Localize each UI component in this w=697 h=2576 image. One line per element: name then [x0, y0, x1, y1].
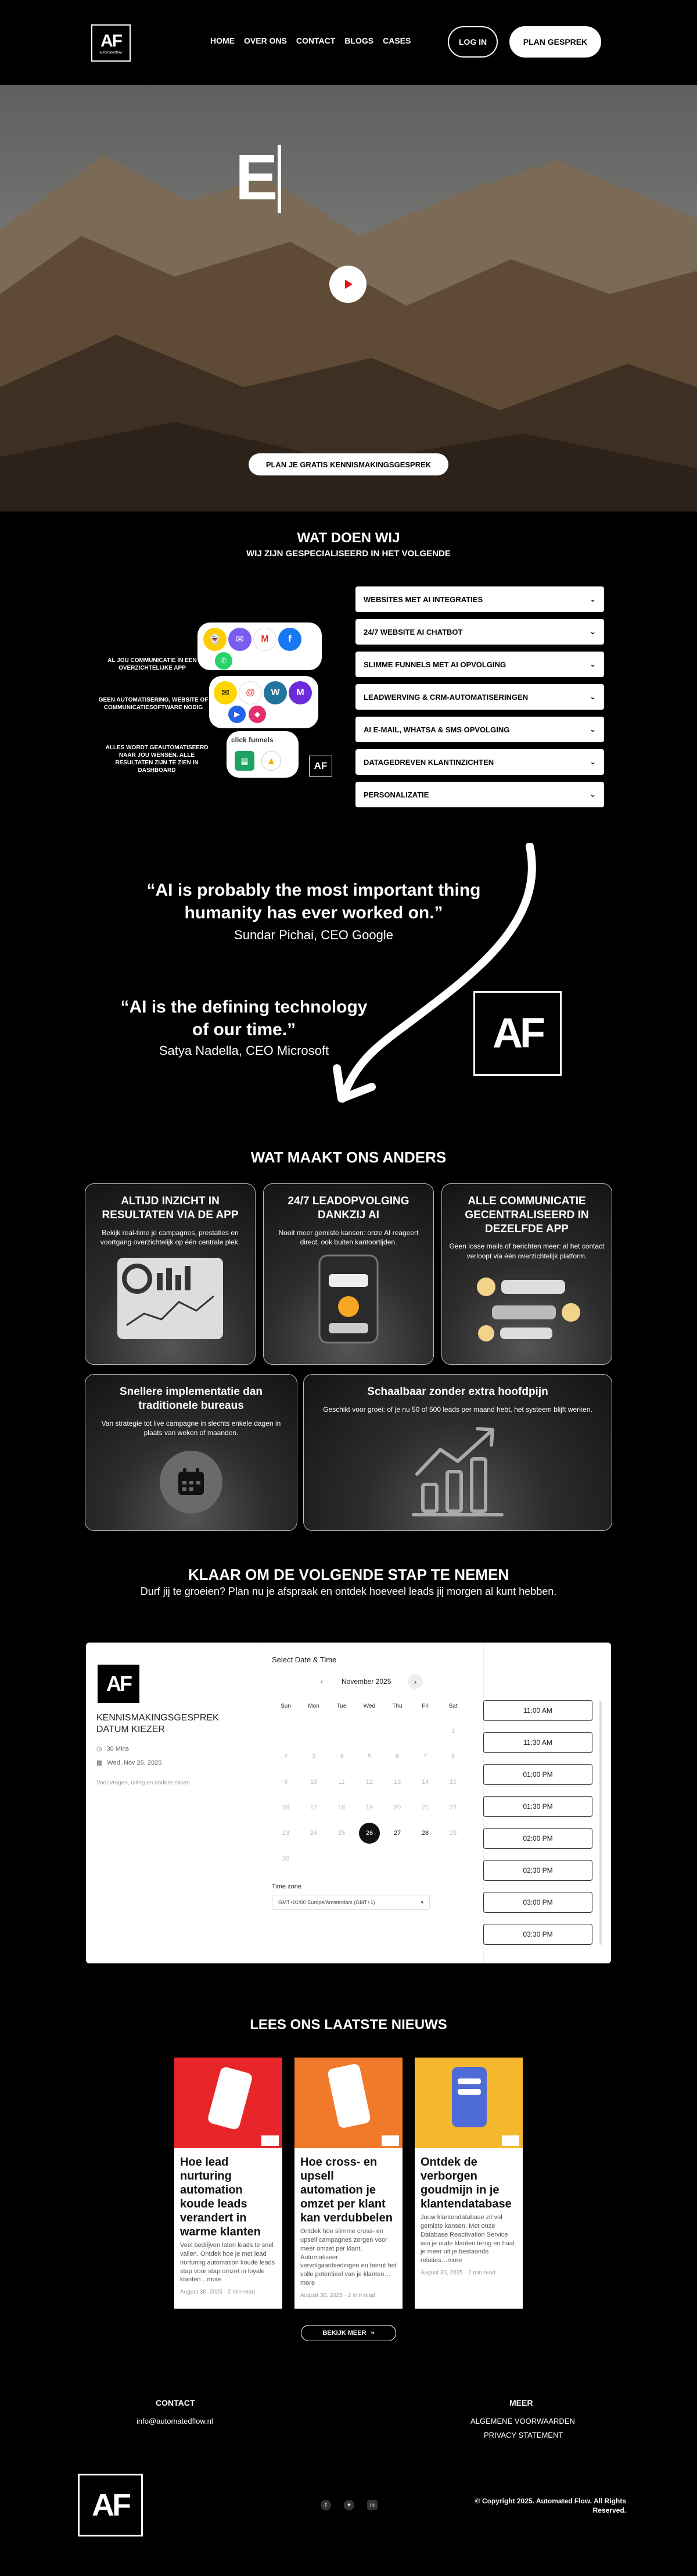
facebook-icon: f [278, 628, 301, 651]
timezone-label: Time zone [272, 1883, 301, 1890]
feature-desc: Nooit meer gemiste kansen: onze AI reageert direct, ook buiten kantoortijden. [278, 1228, 419, 1247]
service-label: SLIMME FUNNELS MET AI OPVOLGING [364, 660, 506, 669]
calendar-empty-day [328, 1720, 355, 1741]
nav-over-ons[interactable]: OVER ONS [244, 36, 287, 45]
news-card[interactable] [294, 2058, 403, 2309]
calendar-day[interactable]: 12 [365, 1779, 373, 1786]
growth-chart-icon [405, 1421, 510, 1519]
feature-card-communicatie [441, 1183, 612, 1365]
calendar-day[interactable]: 29 [449, 1830, 457, 1837]
chevron-down-icon: ⌄ [590, 692, 596, 701]
calendar-day[interactable]: 21 [421, 1804, 429, 1811]
service-label: PERSONALIZATIE [364, 790, 429, 799]
footer-logo-text: AF [92, 2488, 129, 2523]
wordpress-icon: W [264, 681, 287, 704]
caption-dashboard: ALLES WORDT GEAUTOMATISEERD NAAR JOU WENSEN. ALLE RESULTATEN ZIJN TE ZIEN IN DASHBOARD [105, 745, 209, 774]
calendar-day[interactable]: 19 [365, 1804, 373, 1811]
snapchat-icon: 👻 [203, 628, 227, 651]
hero-section [0, 85, 697, 511]
calendar-day[interactable]: 5 [367, 1753, 372, 1760]
af-large-logo-text: AF [493, 1010, 542, 1057]
cta-title: KLAAR OM DE VOLGENDE STAP TE NEMEN [188, 1566, 509, 1583]
phone-hand-image [294, 2058, 403, 2148]
service-label: DATAGEDREVEN KLANTINZICHTEN [364, 757, 494, 767]
service-label: WEBSITES MET AI INTEGRATIES [364, 595, 483, 604]
calendar-day[interactable]: 27 [393, 1830, 401, 1837]
calendar-day[interactable]: 16 [282, 1804, 290, 1811]
chevron-down-icon: ▾ [421, 1899, 423, 1905]
prev-month-button[interactable]: ‹ [321, 1677, 323, 1686]
snapchat-icon[interactable]: ✦ [344, 2500, 354, 2510]
news-card-desc: Jouw klantendatabase zit vol gemiste kansen. Met onze Database Reactivation Service win je oude klanten terug en haal je meer uit je bestaande relaties…more [421, 2214, 515, 2264]
news-title: LEES ONS LAATSTE NIEUWS [250, 2017, 447, 2033]
calendar-day[interactable]: 8 [451, 1753, 455, 1760]
chevron-down-icon: ⌄ [590, 595, 596, 603]
calendar-day[interactable]: 20 [393, 1804, 401, 1811]
chevron-down-icon: ⌄ [590, 757, 596, 766]
time-slot[interactable]: 01:30 PM [483, 1796, 592, 1817]
logo[interactable] [91, 24, 131, 62]
click-funnels-label: click funnels [231, 736, 274, 744]
time-slot[interactable]: 11:30 AM [483, 1732, 592, 1753]
event-note: Voor vragen, uitleg en andere zaken [96, 1780, 190, 1786]
footer-meer-title: MEER [509, 2398, 533, 2407]
feature-title: 24/7 LEADOPVOLGING DANKZIJ AI [288, 1195, 409, 1221]
email-at-icon: @ [239, 681, 262, 704]
event-details [86, 1643, 261, 1963]
chat-illustration [469, 1269, 585, 1345]
time-slot[interactable]: 03:00 PM [483, 1892, 592, 1913]
service-funnels[interactable] [355, 652, 604, 677]
double-arrow-icon: » [371, 2330, 375, 2337]
news-image [174, 2058, 282, 2148]
sheets-icon: ▦ [235, 751, 254, 771]
drive-icon: ▲ [261, 751, 281, 771]
footer-copyright: © Copyright 2025. Automated Flow. All Rights Reserved. [475, 2497, 626, 2514]
gmail-icon: M [253, 628, 276, 651]
calendar-day[interactable]: 23 [282, 1830, 290, 1837]
month-label: November 2025 [342, 1677, 391, 1686]
news-card-date: August 30, 2025 · 2 min read [180, 2289, 255, 2296]
footer-algemene-voorwaarden[interactable]: ALGEMENE VOORWAARDEN [470, 2417, 575, 2425]
timezone-value: GMT+01:00 Europe/Amsterdam (GMT+1) [278, 1899, 375, 1905]
services-title: WAT DOEN WIJ [297, 530, 400, 546]
calendar-day[interactable]: 14 [421, 1779, 429, 1786]
nav-home[interactable]: HOME [210, 36, 235, 45]
facebook-icon[interactable]: f [321, 2500, 331, 2510]
footer-logo[interactable] [78, 2474, 143, 2536]
news-card-title[interactable]: Ontdek de verborgen goudmijn in je klantendatabase [421, 2156, 512, 2210]
news-card-date: August 30, 2025 · 2 min read [300, 2292, 375, 2299]
play-video-button[interactable] [329, 266, 367, 303]
calendar-day[interactable]: 30 [282, 1855, 290, 1862]
calendar-day[interactable]: 1 [451, 1727, 455, 1734]
service-label: LEADWERVING & CRM-AUTOMATISERINGEN [364, 692, 529, 702]
plan-gesprek-button[interactable]: PLAN GESPREK [509, 26, 601, 58]
calendar-day[interactable]: 15 [449, 1779, 457, 1786]
calendar-day[interactable]: 17 [310, 1804, 318, 1811]
time-slot[interactable]: 02:30 PM [483, 1860, 592, 1881]
feature-desc: Geschikt voor groei: of je nu 50 of 500 leads per maand hebt, het systeem blijft werken. [323, 1405, 592, 1414]
phone-hand-image [415, 2058, 523, 2148]
feature-title: Schaalbaar zonder extra hoofdpijn [367, 1386, 548, 1398]
feature-title: ALTIJD INZICHT IN RESULTATEN VIA DE APP [102, 1195, 239, 1221]
feature-card-schaalbaar [303, 1374, 612, 1531]
news-card-title[interactable]: Hoe lead nurturing automation koude leads verandert in warme klanten [180, 2156, 261, 2238]
service-label: AI E-MAIL, WHATSA & SMS OPVOLGING [364, 725, 510, 734]
calendar-empty-day [411, 1720, 439, 1741]
news-card-date: August 30, 2025 · 2 min read [421, 2270, 495, 2277]
quote-google: “AI is probably the most important thing humanity has ever worked on.” [146, 881, 481, 922]
cta-subtitle: Durf jij te groeien? Plan nu je afspraak en ontdek hoeveel leads jij morgen al kunt hebben. [140, 1586, 557, 1597]
feature-card-leadopvolging [263, 1183, 434, 1365]
slots-scrollbar[interactable] [599, 1701, 602, 1945]
calendar-day[interactable]: 25 [337, 1830, 346, 1837]
messenger-icon: ✉ [228, 628, 252, 651]
nav-cases[interactable]: CASES [383, 36, 411, 45]
service-crm[interactable] [355, 684, 604, 710]
event-duration [96, 1745, 129, 1752]
calendar-icon [175, 1466, 207, 1498]
service-personalization[interactable] [355, 782, 604, 807]
calendar-empty-day [355, 1720, 383, 1741]
news-card[interactable] [174, 2058, 282, 2309]
news-image [415, 2058, 523, 2148]
af-mini-logo-text: AF [314, 760, 328, 771]
top-navigation [0, 0, 697, 85]
quote-google-author: Sundar Pichai, CEO Google [234, 928, 393, 942]
calendar-day[interactable]: 11 [338, 1779, 345, 1786]
time-slot[interactable]: 02:00 PM [483, 1828, 592, 1849]
features-title: WAT MAAKT ONS ANDERS [250, 1149, 447, 1166]
event-title: KENNISMAKINGSGESPREK DATUM KIEZER [96, 1713, 219, 1734]
news-card-desc: Veel bedrijven laten leads te snel vallen. Ontdek hoe je met lead nurturing automation koude leads stap voor stap omzet in loyale klanten…more [180, 2242, 275, 2284]
bekijk-meer-button[interactable] [301, 2325, 396, 2341]
calendar-day[interactable]: 7 [423, 1753, 427, 1760]
chevron-down-icon: ⌄ [590, 627, 596, 636]
calendar-icon-wrap [160, 1451, 222, 1514]
weekday-label: Tue [336, 1703, 347, 1709]
event-date [96, 1759, 161, 1766]
whatsapp-icon: ✆ [215, 652, 232, 670]
feature-card-insights [85, 1183, 256, 1365]
event-logo-text: AF [106, 1672, 131, 1695]
calendar-day[interactable]: 22 [449, 1804, 457, 1811]
service-websites-ai[interactable] [355, 586, 604, 612]
feature-title: Snellere implementatie dan traditionele bureaus [119, 1386, 263, 1412]
weekday-label: Mon [308, 1703, 319, 1709]
calendar-day[interactable]: 13 [393, 1779, 401, 1786]
make-icon: M [289, 681, 312, 704]
chevron-down-icon: ⌄ [590, 725, 596, 734]
calendar-empty-day [300, 1720, 328, 1741]
mailchimp-icon: ✉ [214, 681, 237, 704]
footer-email[interactable]: info@automatedflow.nl [136, 2417, 213, 2425]
bekijk-meer-label: BEKIJK MEER [322, 2330, 367, 2337]
login-button[interactable]: LOG IN [448, 26, 498, 58]
next-month-button[interactable]: › [408, 1674, 423, 1689]
day-grid [272, 1720, 467, 1869]
linkedin-icon[interactable]: in [367, 2500, 378, 2510]
quote-microsoft-author: Satya Nadella, CEO Microsoft [159, 1043, 329, 1058]
calendar-day[interactable]: 10 [310, 1779, 318, 1786]
news-card-title[interactable]: Hoe cross- en upsell automation je omzet per klant kan verdubbelen [300, 2156, 393, 2224]
timezone-select[interactable] [272, 1895, 430, 1910]
hero-cta-button[interactable]: PLAN JE GRATIS KENNISMAKINGSGESPREK [249, 453, 448, 475]
weekday-header [272, 1703, 467, 1709]
calendar-day[interactable]: 18 [337, 1804, 346, 1811]
logo-text: AF [100, 31, 121, 51]
clock-icon: ◷ [96, 1745, 102, 1752]
caption-no-software: GEEN AUTOMATISERING, WEBSITE OF COMMUNICATIESOFTWARE NODIG [98, 697, 209, 711]
footer-contact-title: CONTACT [156, 2398, 195, 2407]
footer-privacy[interactable]: PRIVACY STATEMENT [484, 2431, 563, 2439]
weekday-label: Fri [422, 1703, 429, 1709]
calendar-small-icon: ▦ [96, 1759, 103, 1766]
duration-text: 30 Mins [106, 1745, 130, 1752]
feature-desc: Bekijk real-time je campagnes, prestaties en voortgang overzichtelijk op één centrale plek. [100, 1228, 240, 1247]
calendar-empty-day [272, 1720, 300, 1741]
nav-links [210, 36, 411, 45]
news-card[interactable] [415, 2058, 523, 2309]
services-subtitle: WIJ ZIJN GESPECIALISEERD IN HET VOLGENDE [246, 549, 451, 559]
event-logo [96, 1663, 141, 1704]
calendar-day[interactable]: 4 [339, 1753, 344, 1760]
af-mini-logo [309, 756, 332, 777]
quote-microsoft: “AI is the defining technology of our time.” [120, 997, 368, 1039]
app-icon-pink: ◆ [249, 706, 266, 723]
nav-blogs[interactable]: BLOGS [344, 36, 374, 45]
logo-subtext: automatedflow [99, 51, 123, 55]
dashboard-illustration [115, 1255, 225, 1343]
af-large-logo [473, 991, 562, 1076]
date-text: Wed, Nov 26, 2025 [107, 1759, 162, 1766]
calendar-day[interactable]: 24 [310, 1830, 318, 1837]
weekday-label: Thu [392, 1703, 403, 1709]
time-slot[interactable]: 11:00 AM [483, 1700, 592, 1721]
nav-contact[interactable]: CONTACT [296, 36, 336, 45]
calendar-day[interactable]: 2 [283, 1753, 288, 1760]
calendar-day[interactable]: 28 [421, 1830, 429, 1837]
weekday-label: Wed [363, 1703, 376, 1709]
play-icon [342, 278, 354, 291]
calendar-day[interactable]: 9 [283, 1779, 288, 1786]
weekday-label: Sun [281, 1703, 291, 1709]
phone-hand-image [174, 2058, 282, 2148]
feature-desc: Geen losse mails of berichten meer: al het contact verloopt via één overzichtelijk platform. [449, 1242, 605, 1261]
calendar-day-selected[interactable]: 26 [359, 1823, 380, 1844]
calendar-empty-day [383, 1720, 411, 1741]
chevron-down-icon: ⌄ [590, 660, 596, 668]
time-slot[interactable]: 01:00 PM [483, 1764, 592, 1785]
phone-chatbot-illustration [314, 1253, 383, 1346]
calendar-day[interactable]: 6 [395, 1753, 400, 1760]
calendar-day[interactable]: 3 [311, 1753, 316, 1760]
chevron-down-icon: ⌄ [590, 790, 596, 799]
typing-cursor [278, 145, 281, 213]
time-slot[interactable]: 03:30 PM [483, 1924, 592, 1945]
news-card-desc: Ontdek hoe slimme cross- en upsell campagnes zorgen voor meer omzet per klant. Automatiseer vervolgaanbiedingen en benut het volle potentieel van je klanten…more [300, 2228, 397, 2287]
service-label: 24/7 WEBSITE AI CHATBOT [364, 627, 463, 636]
feature-title: ALLE COMMUNICATIE GECENTRALISEERD IN DEZELFDE APP [465, 1195, 589, 1235]
weekday-label: Sat [448, 1703, 458, 1709]
feature-card-implementatie [85, 1374, 297, 1531]
select-date-heading: Select Date & Time [272, 1655, 337, 1664]
service-chatbot[interactable] [355, 619, 604, 645]
caption-communication: AL JOU COMMUNICATIE IN EEN OVERZICHTELIJKE APP [107, 657, 197, 671]
app-icon-blue: ▶ [228, 706, 246, 723]
hero-typing-text: E [235, 142, 278, 213]
news-image [294, 2058, 403, 2148]
service-email-sms[interactable] [355, 717, 604, 742]
feature-desc: Van strategie tot live campagne in slechts enkele dagen in plaats van weken of maanden. [101, 1419, 281, 1437]
service-data[interactable] [355, 749, 604, 775]
